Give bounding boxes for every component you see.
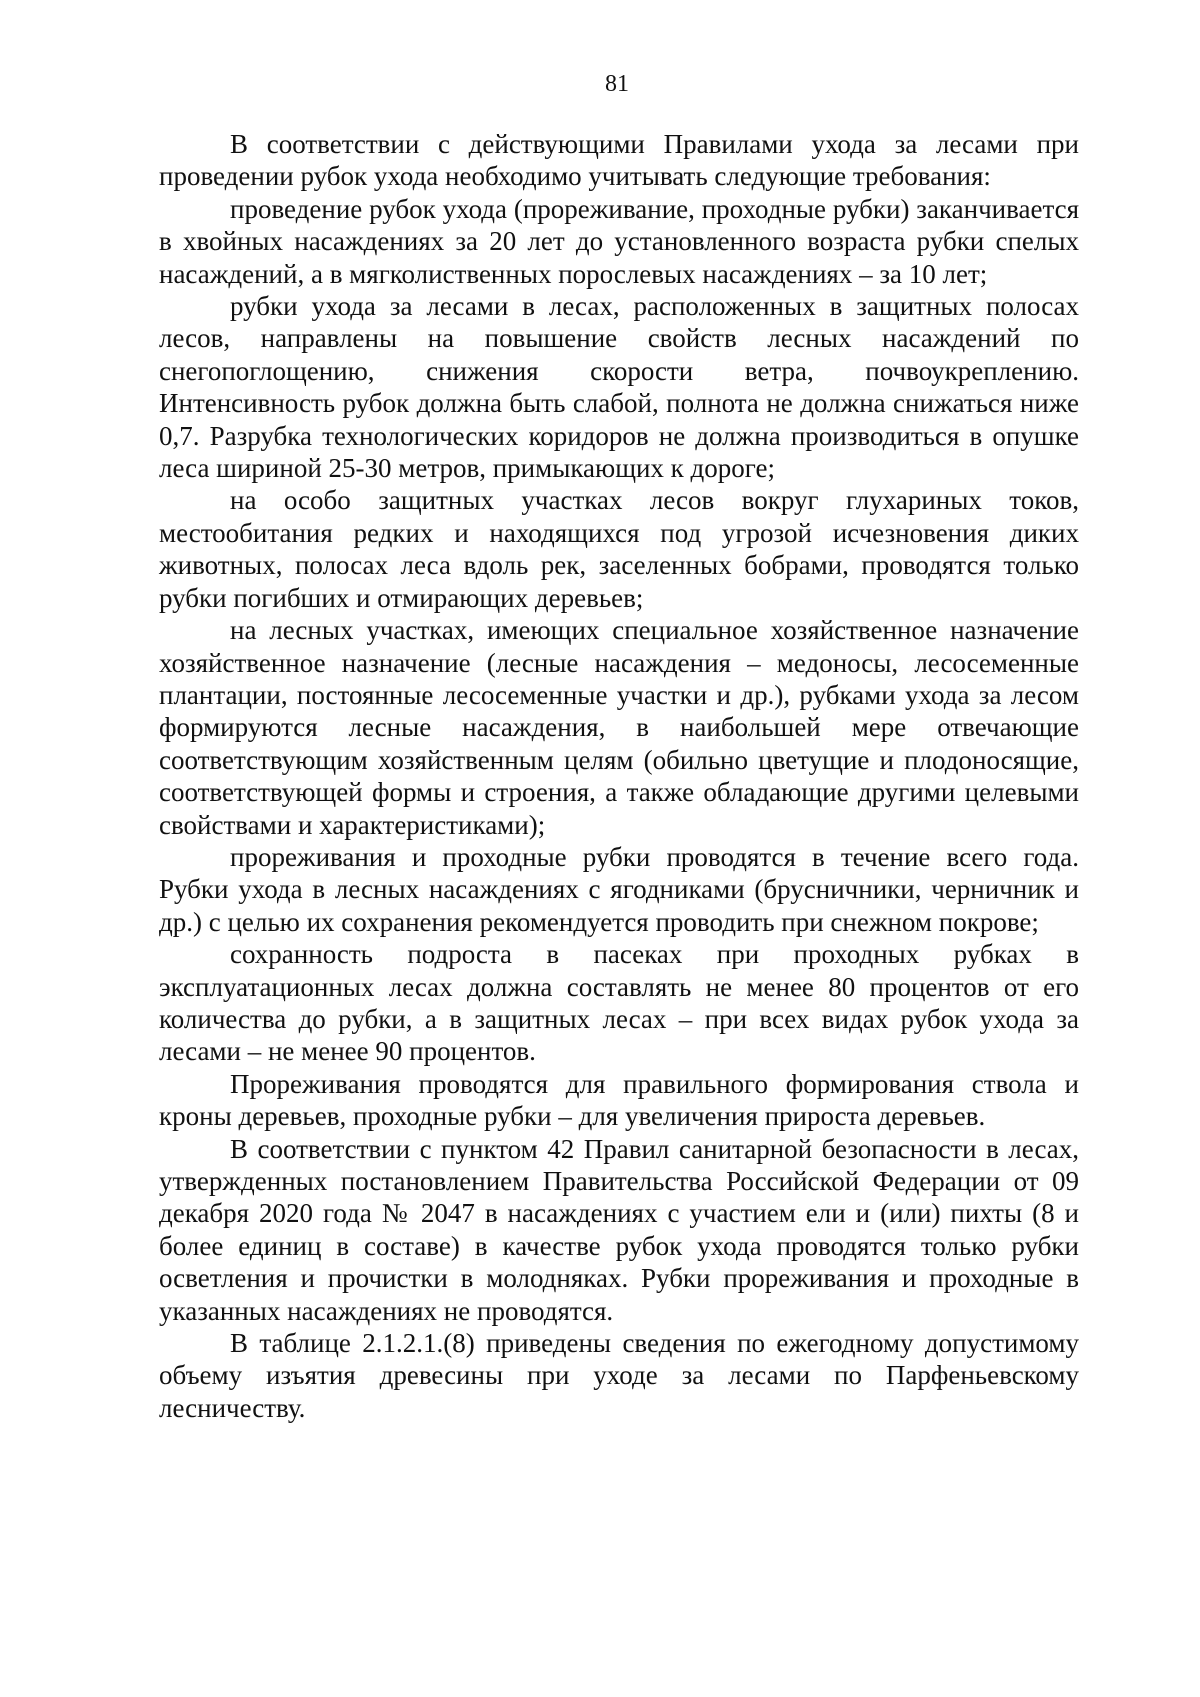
paragraph: проведение рубок ухода (прореживание, проходные рубки) заканчивается в хвойных насаждениях за 20 лет до установленного возраста рубки спелых насаждений, а в мягколиственных порослевых насаждениях – за 10 лет; xyxy=(159,193,1079,289)
paragraph: Прореживания проводятся для правильного формирования ствола и кроны деревьев, проходные рубки – для увеличения прироста деревьев. xyxy=(159,1068,1079,1132)
paragraph: прореживания и проходные рубки проводятся в течение всего года. Рубки ухода в лесных насаждениях с ягодниками (брусничники, черничник и др.) с целью их сохранения рекомендуется проводить при снежном покрове; xyxy=(159,841,1079,937)
document-body xyxy=(159,128,1079,1424)
paragraph: В таблице 2.1.2.1.(8) приведены сведения по ежегодному допустимому объему изъятия древесины при уходе за лесами по Парфеньевскому лесничеству. xyxy=(159,1328,1079,1423)
page-number: 81 xyxy=(605,71,629,97)
paragraph: сохранность подроста в пасеках при проходных рубках в эксплуатационных лесах должна составлять не менее 80 процентов от его количества до рубки, а в защитных лесах – при всех видах рубок ухода за лесами – не менее 90 процентов. xyxy=(159,939,1079,1067)
paragraph: на особо защитных участках лесов вокруг глухариных токов, местообитания редких и находящихся под угрозой исчезновения диких животных, полосах леса вдоль рек, заселенных бобрами, проводятся только рубки погибших и отмирающих деревьев; xyxy=(159,485,1079,613)
paragraph: В соответствии с действующими Правилами ухода за лесами при проведении рубок ухода необходимо учитывать следующие требования: xyxy=(159,129,1079,192)
paragraph: рубки ухода за лесами в лесах, расположенных в защитных полосах лесов, направлены на повышение свойств лесных насаждений по снегопоглощению, снижения скорости ветра, почвоукреплению. Интенсивность рубок должна быть слабой, полнота не должна снижаться ниже 0,7. Разрубка технологических коридоров не должна производиться в опушке леса шириной 25-30 метров, примыкающих к дороге; xyxy=(159,291,1079,484)
paragraph: на лесных участках, имеющих специальное хозяйственное назначение хозяйственное назначение (лесные насаждения – медоносы, лесосеменные плантации, постоянные лесосеменные участки и др.), рубками ухода за лесом формируются лесные насаждения, в наибольшей мере отвечающие соответствующим хозяйственным целям (обильно цветущие и плодоносящие, соответствующей формы и строения, а также обладающие другими целевыми свойствами и характеристиками); xyxy=(159,615,1079,840)
paragraph: В соответствии с пунктом 42 Правил санитарной безопасности в лесах, утвержденных постановлением Правительства Российской Федерации от 09 декабря 2020 года № 2047 в насаждениях с участием ели и (или) пихты (8 и более единиц в составе) в качестве рубок ухода проводятся только рубки осветления и прочистки в молодняках. Рубки прореживания и проходные в указанных насаждениях не проводятся. xyxy=(159,1133,1079,1326)
